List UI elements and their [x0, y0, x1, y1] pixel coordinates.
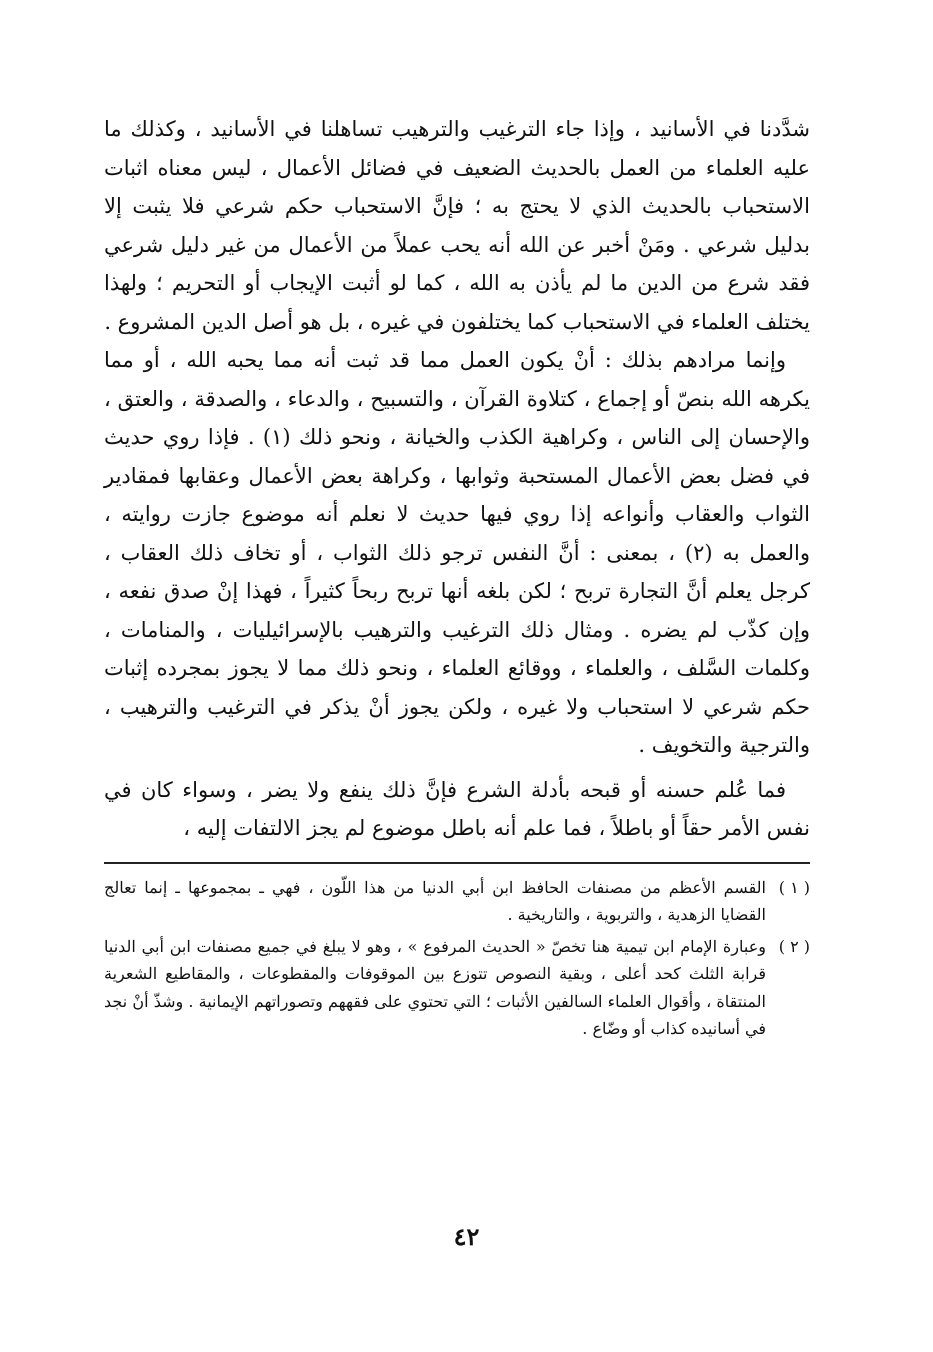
page-content: [104, 110, 810, 1047]
footnote-2: [104, 933, 810, 1043]
paragraph-3: فما عُلم حسنه أو قبحه بأدلة الشرع فإنَّ ذلك ينفع ولا يضر ، وسواء كان في نفس الأمر حقاً أو باطلاً ، فما علم أنه باطل موضوع لم يجز الالتفات إليه ،: [104, 777, 810, 840]
footnote-1-text: القسم الأعظم من مصنفات الحافظ ابن أبي الدنيا من هذا اللّون ، فهي ـ بمجموعها ـ إنما تعالج القضايا الزهدية ، والتربوية ، والتاريخية .: [104, 877, 766, 924]
footnote-1-marker: ( ١ ): [778, 877, 810, 897]
footnote-2-text: وعبارة الإمام ابن تيمية هنا تخصّ « الحديث المرفوع » ، وهو لا يبلغ في جميع مصنفات ابن أبي الدنيا قرابة الثلث كحد أعلى ، وبقية النصوص تتوزع بين الموقوفات والمقطوعات ، والمقاطيع الشعرية المنتقاة ، وأقوال العلماء السالفين الأثبات ؛ التي تحتوي على فقههم وتصوراتهم الإيمانية . وشذّ أنْ نجد في أسانيده كذاب أو وضّاع .: [104, 936, 766, 1038]
footnote-divider: [104, 862, 810, 864]
page-number: ٤٢: [453, 1222, 480, 1251]
footnote-1: [104, 874, 810, 929]
paragraph-2: وإنما مرادهم بذلك : أنْ يكون العمل مما قد ثبت أنه مما يحبه الله ، أو مما يكرهه الله بنصّ أو إجماع ، كتلاوة القرآن ، والتسبيح ، والدعاء ، والصدقة ، والعتق ، والإحسان إلى الناس ، وكراهية الكذب والخيانة ، ونحو ذلك (١) . فإذا روي حديث في فضل بعض الأعمال المستحبة وثوابها ، وكراهة بعض الأعمال وعقابها فمقادير الثواب والعقاب وأنواعه إذا روي فيها حديث لا نعلم أنه موضوع جازت روايته ، والعمل به (٢) ، بمعنى : أنَّ النفس ترجو ذلك الثواب ، أو تخاف ذلك العقاب ، كرجل يعلم أنَّ التجارة تربح ؛ لكن بلغه أنها تربح ربحاً كثيراً ، فهذا إنْ صدق نفعه ، وإن كذّب لم يضره . ومثال ذلك الترغيب والترهيب بالإسرائيليات ، والمنامات ، وكلمات السَّلف ، والعلماء ، ووقائع العلماء ، ونحو ذلك مما لا يجوز بمجرده إثبات حكم شرعي لا استحباب ولا غيره ، ولكن يجوز أنْ يذكر في الترغيب والترهيب ، والترجية والتخويف .: [104, 348, 810, 757]
footnote-2-marker: ( ٢ ): [778, 936, 810, 956]
paragraph-1: شدَّدنا في الأسانيد ، وإذا جاء الترغيب والترهيب تساهلنا في الأسانيد ، وكذلك ما عليه العلماء من العمل بالحديث الضعيف في فضائل الأعمال ، ليس معناه اثبات الاستحباب بالحديث الذي لا يحتج به ؛ فإنَّ الاستحباب حكم شرعي فلا يثبت إلا بدليل شرعي . ومَنْ أخبر عن الله أنه يحب عملاً من الأعمال من غير دليل شرعي فقد شرع من الدين ما لم يأذن به الله ، كما لو أثبت الإيجاب أو التحريم ؛ ولهذا يختلف العلماء في الاستحباب كما يختلفون في غيره ، بل هو أصل الدين المشروع .: [104, 117, 810, 334]
footnotes: [104, 874, 810, 1043]
main-text: [104, 110, 810, 848]
